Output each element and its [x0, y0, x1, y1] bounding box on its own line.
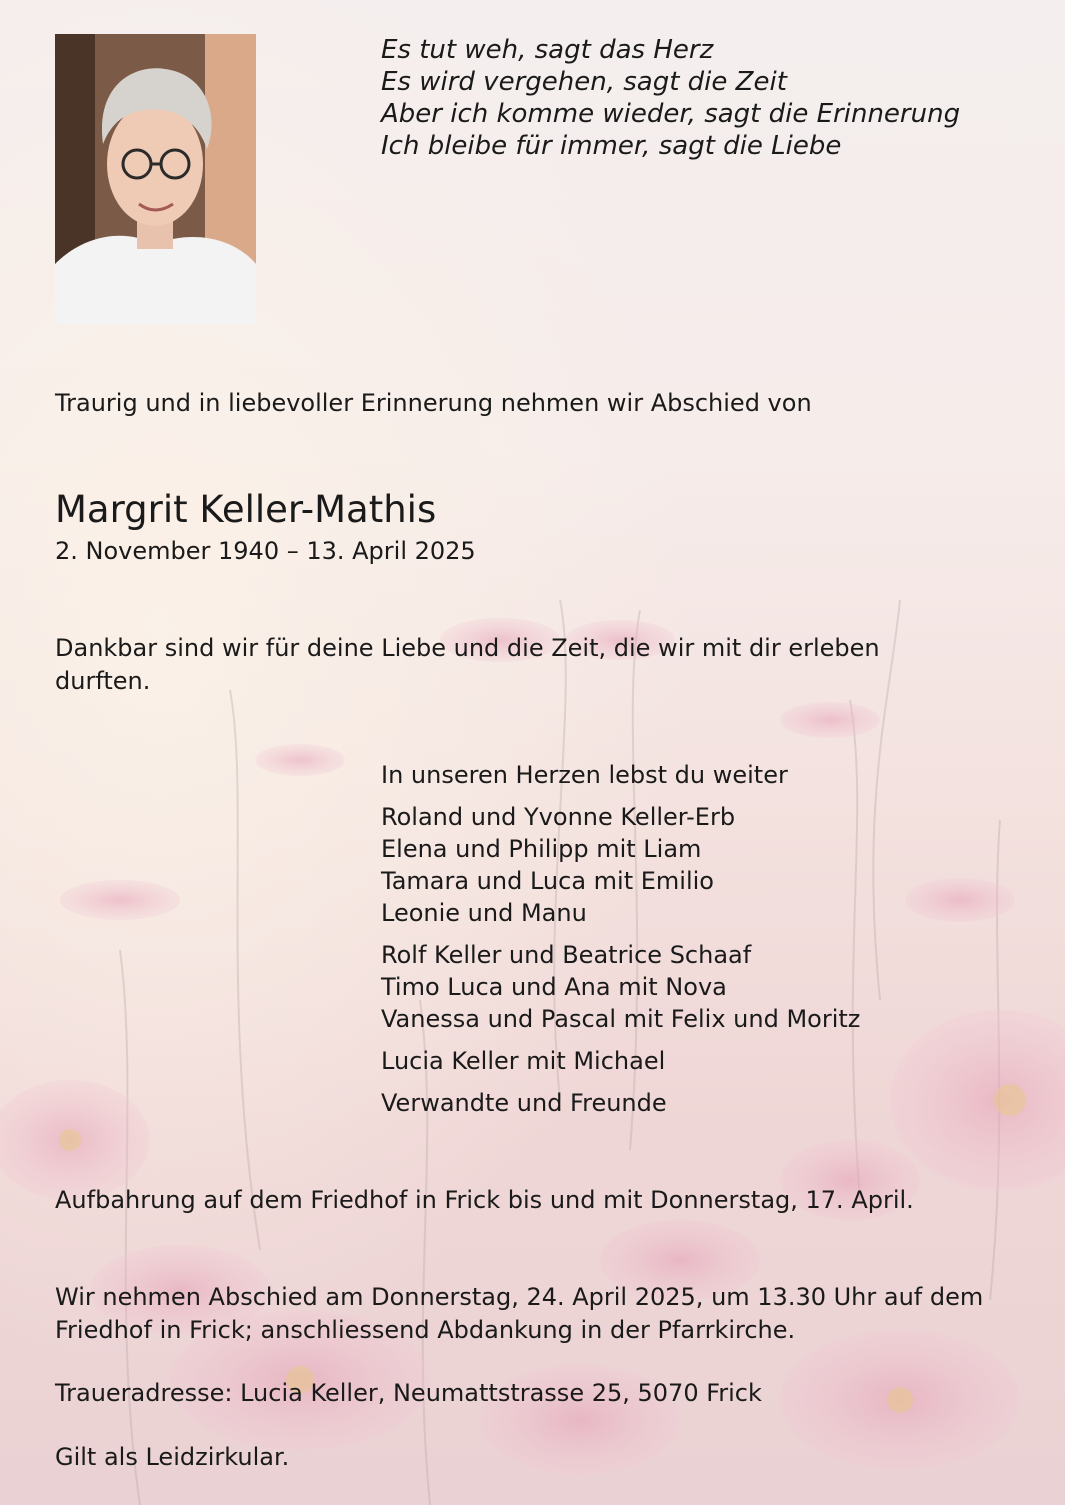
family-member: Roland und Yvonne Keller-Erb [381, 803, 736, 831]
deceased-name: Margrit Keller-Mathis [55, 488, 437, 531]
family-group [381, 1045, 860, 1077]
family-member: Tamara und Luca mit Emilio [381, 867, 714, 895]
portrait-photo [55, 34, 256, 324]
farewell-notice: Wir nehmen Abschied am Donnerstag, 24. April 2025, um 13.30 Uhr auf dem Friedhof in Frick; anschliessend Abdankung in der Pfarrkirche. [55, 1283, 984, 1344]
circular-notice: Gilt als Leidzirkular. [55, 1443, 290, 1471]
mourning-address: Traueradresse: Lucia Keller, Neumattstrasse 25, 5070 Frick [55, 1379, 762, 1407]
family-member: Timo Luca und Ana mit Nova [381, 973, 727, 1001]
viewing-notice: Aufbahrung auf dem Friedhof in Frick bis und mit Donnerstag, 17. April. [55, 1186, 914, 1214]
family-group [381, 1087, 860, 1119]
deceased-dates: 2. November 1940 – 13. April 2025 [55, 537, 476, 565]
family-heading-group [381, 759, 860, 791]
family-group [381, 801, 860, 929]
family-member: Lucia Keller mit Michael [381, 1047, 666, 1075]
family-list [381, 759, 860, 1129]
verse-line: Es tut weh, sagt das Herz [381, 35, 714, 65]
family-member: Verwandte und Freunde [381, 1089, 667, 1117]
family-member: Vanessa und Pascal mit Felix und Moritz [381, 1005, 861, 1033]
family-heading: In unseren Herzen lebst du weiter [381, 761, 788, 789]
intro-text: Traurig und in liebevoller Erinnerung nehmen wir Abschied von [55, 389, 812, 417]
verse-line: Es wird vergehen, sagt die Zeit [381, 67, 787, 97]
thanks-text: Dankbar sind wir für deine Liebe und die Zeit, die wir mit dir erleben durften. [55, 634, 880, 695]
family-group [381, 939, 860, 1035]
verse [381, 34, 960, 162]
verse-line: Ich bleibe für immer, sagt die Liebe [381, 131, 842, 161]
family-member: Leonie und Manu [381, 899, 587, 927]
family-member: Rolf Keller und Beatrice Schaaf [381, 941, 752, 969]
verse-line: Aber ich komme wieder, sagt die Erinnerung [381, 99, 961, 129]
family-member: Elena und Philipp mit Liam [381, 835, 702, 863]
